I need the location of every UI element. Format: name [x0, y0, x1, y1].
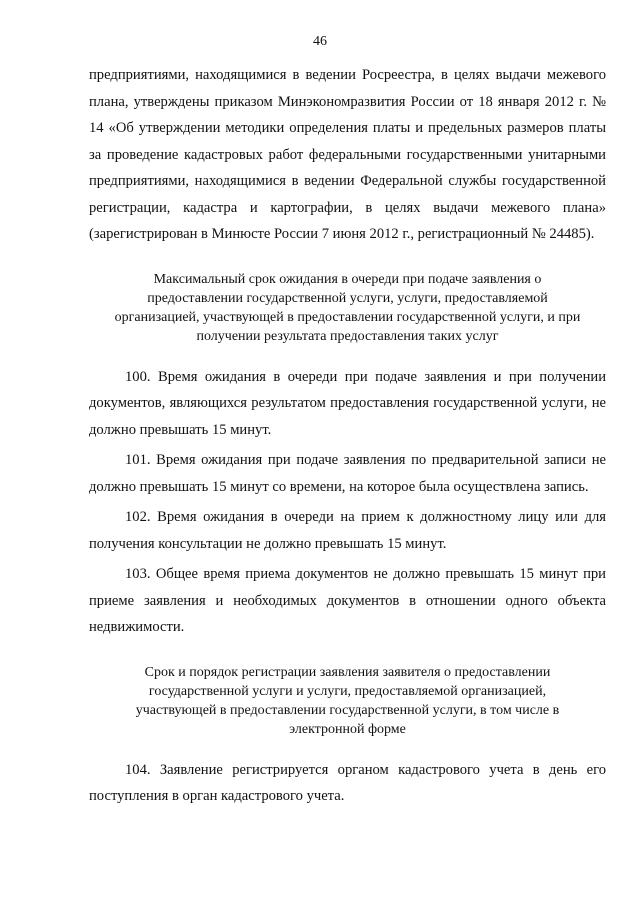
paragraph-101: 101. Время ожидания при подаче заявления по предварительной записи не должно превышать 15 минут со времени, на которое была осуществлена запись.	[89, 452, 606, 495]
document-body	[89, 62, 606, 810]
section-heading-registration: Срок и порядок регистрации заявления заявителя о предоставлении государственной услуги и услуги, предоставляемой организацией, участвующей в предоставлении государственной услуги, в том числе в электронной форме	[135, 664, 560, 737]
paragraph-102: 102. Время ожидания в очереди на прием к должностному лицу или для получения консультации не должно превышать 15 минут.	[89, 509, 606, 552]
section-heading-waiting-time: Максимальный срок ожидания в очереди при подаче заявления о предоставлении государственной услуги, услуги, предоставляемой организацией, участвующей в предоставлении государственной услуги, и при получении результата предоставления таких услуг	[114, 271, 581, 344]
intro-paragraph: предприятиями, находящимися в ведении Росреестра, в целях выдачи межевого плана, утверждены приказом Минэкономразвития России от 18 января 2012 г. № 14 «Об утверждении методики определения платы и предельных размеров платы за проведение кадастровых работ федеральными государственными унитарными предприятиями, находящимися в ведении Федеральной службы государственной регистрации, кадастра и картографии, в целях выдачи межевого плана» (зарегистрирован в Минюсте России 7 июня 2012 г., регистрационный № 24485).	[89, 67, 606, 242]
paragraph-104: 104. Заявление регистрируется органом кадастрового учета в день его поступления в орган кадастрового учета.	[89, 761, 606, 804]
paragraph-103: 103. Общее время приема документов не должно превышать 15 минут при приеме заявления и необходимых документов в отношении одного объекта недвижимости.	[89, 566, 606, 635]
paragraph-100: 100. Время ожидания в очереди при подаче заявления и при получении документов, являющихся результатом предоставления государственной услуги, не должно превышать 15 минут.	[89, 368, 606, 438]
page-number: 46	[313, 34, 327, 49]
